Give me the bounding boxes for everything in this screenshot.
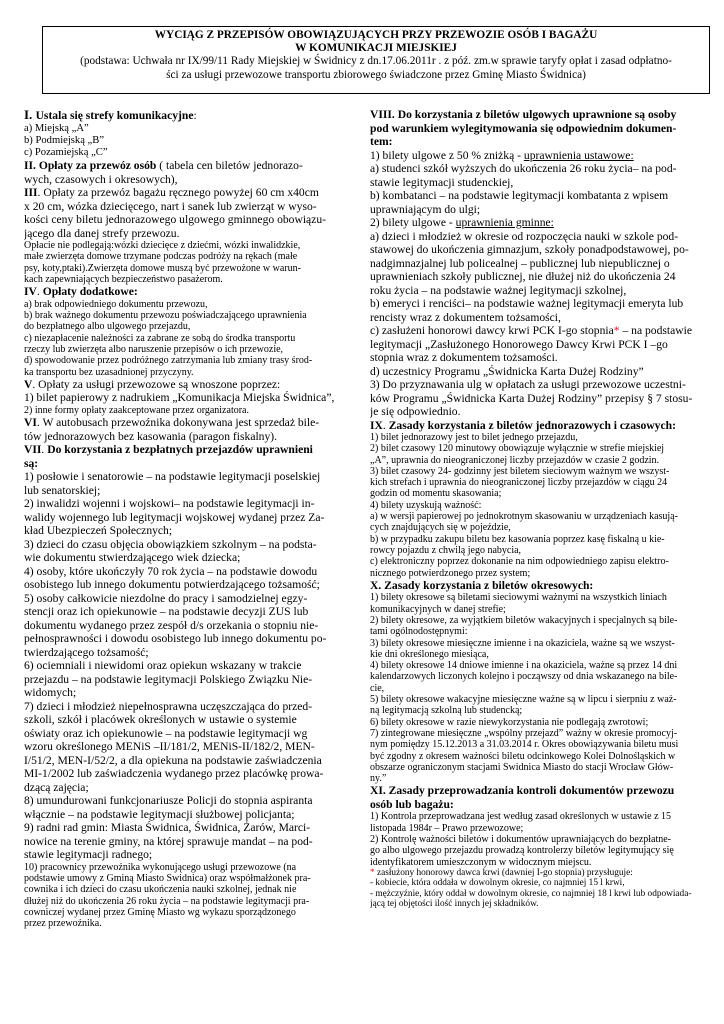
text-run: twierdzającego tożsamość;: [24, 645, 149, 659]
legal-basis-line-2: ści za usługi przewozowe transportu zbiorowego świadczone przez Gminę Miasto Świdnica): [166, 68, 586, 81]
text-line: [370, 500, 716, 511]
text-run: x 20 cm, wózka dziecięcego, nart i sanek lub zwierząt w wyso-: [24, 199, 317, 213]
text-run: rowcy pojazdu z chwilą jego nabycia,: [370, 544, 522, 556]
text-line: [24, 251, 354, 262]
text-line: [24, 285, 354, 299]
text-line: [370, 694, 716, 705]
text-run: c) elektroniczny poprzez dokonanie na nim odpowiedniego zapisu elektro-: [370, 556, 669, 568]
text-run: wie dokumentu stwierdzającego wiek dziecka;: [24, 551, 241, 565]
text-run: legitymacji „Zasłużonego Honorowego Dawcy Krwi PCK I –go: [370, 337, 668, 351]
text-run: VII: [24, 443, 42, 457]
text-line: [24, 200, 354, 214]
text-line: [370, 899, 716, 910]
text-run: III: [24, 186, 38, 200]
text-run: a) brak odpowiedniego dokumentu przewozu,: [24, 298, 208, 310]
text-run: cownika i ich dzieci do czasu ukończenia nauki szkolnej, jednak nie: [24, 884, 297, 896]
text-line: [370, 834, 716, 845]
text-line: [24, 310, 354, 321]
document-title-line-2: W KOMUNIKACJI MIEJSKIEJ: [295, 42, 457, 55]
text-run: roku życia – na podstawie ważnej legitymacji szkolnej,: [370, 283, 627, 297]
text-run: X. Zasady korzystania z biletów okresowych:: [370, 578, 594, 592]
legal-basis-line-1: (podstawa: Uchwała nr IX/99/11 Rady Miejskiej w Świdnicy z dn.17.06.2011r . z póź. zm.w sprawie taryfy opłat i zasad odpłatno-: [80, 55, 672, 68]
text-line: [370, 857, 716, 868]
text-line: [24, 367, 354, 378]
text-run: XI. Zasady przeprowadzania kontroli dokumentów przewozu: [370, 784, 675, 798]
text-line: [370, 270, 716, 284]
text-run: rzeczy lub zwierzęta albo naruszenie przepisów o ich przewozie,: [24, 343, 284, 355]
text-line: [24, 578, 354, 592]
text-line: [370, 638, 716, 649]
text-run: przejazdu – na podstawie legitymacji Polskiego Związku Nie-: [24, 672, 313, 686]
text-line: [24, 873, 354, 884]
text-line: [370, 626, 716, 637]
text-run: tów jednorazowych bez kasowania (paragon fiskalny).: [24, 429, 278, 443]
text-run: listopada 1984r – Prawo przewozowe;: [370, 822, 524, 834]
text-line: [370, 511, 716, 522]
text-line: [370, 284, 716, 298]
text-run: 2) bilet czasowy 120 minutowy obowiązuje wyłącznie w strefie miejskiej: [370, 443, 665, 455]
text-run: osobistego lub innego dokumentu potwierdzającego tożsamość;: [24, 578, 320, 592]
text-run: 3) Do przyznawania ulg w opłatach za usługi przewozowe uczestni-: [370, 378, 686, 391]
text-line: [370, 432, 716, 443]
text-line: [370, 823, 716, 834]
text-line: [24, 754, 354, 768]
text-run: d) spowodowanie przez podróżnego zatrzymania lub zmiany trasy środ-: [24, 355, 313, 367]
text-run: kach zapewniających bezpieczeństwo pasażerom.: [24, 274, 223, 285]
text-line: [24, 378, 354, 392]
text-run: wych, czasowych i okresowych),: [24, 172, 178, 186]
text-line: [24, 186, 354, 200]
text-run: 4) bilety okresowe 14 dniowe imienne i na okaziciela, ważne są przez 14 dni: [370, 660, 678, 672]
text-line: [370, 257, 716, 271]
text-line: [370, 845, 716, 856]
text-line: [24, 605, 354, 619]
text-run: kie dni określonego miesiąca,: [370, 648, 489, 660]
text-line: [24, 511, 354, 525]
text-run: - kobiecie, która oddała w dowolnym okresie, co najmniej 15 l krwi,: [370, 878, 625, 889]
text-line: [370, 488, 716, 499]
text-run: uprawnieniach szkoły publicznej, nie dłużej niż do ukończenia 24: [370, 270, 676, 283]
text-run: b) w przypadku zakupu biletu bez kasowania poprzez kasę fiskalną u kie-: [370, 533, 665, 545]
text-run: nadgimnazjalnej lub policealnej – publicznej lub niepublicznej o: [370, 256, 670, 270]
text-line: [370, 615, 716, 626]
text-run: „A”, uprawnia do nieograniczonej liczby przejazdów w czasie 2 godzin.: [370, 454, 660, 466]
text-line: [370, 243, 716, 257]
text-run: 1) bilet papierowy z nadrukiem „Komunikacja Miejska Świdnica”,: [24, 391, 335, 405]
text-line: [24, 173, 354, 187]
text-run: c) niezapłacenie należności za zabrane ze sobą do środka transportu: [24, 332, 296, 344]
text-line: [370, 176, 716, 190]
text-run: do bezpłatnego albo ulgowego przejazdu,: [24, 321, 191, 333]
text-run: kich strefach i uprawnia do nieograniczonej liczby przejazdów w ciągu 24: [370, 477, 668, 489]
text-line: [24, 835, 354, 849]
text-line: [370, 189, 716, 203]
text-run: I/51/2, MEN-I/52/2, a dla opiekuna na podstawie zaświadczenia: [24, 753, 322, 767]
text-line: [370, 889, 716, 900]
text-line: [24, 263, 354, 274]
text-run: tem:: [370, 135, 393, 148]
text-line: [370, 522, 716, 533]
text-run: Ustala się strefy komunikacyjne: [35, 109, 194, 122]
text-run: zasłużony honorowy dawca krwi (dawniej I-go stopnia) przysługuje:: [374, 867, 633, 878]
text-run: dłużej niż do ukończenia 26 roku życia – na podstawie legitymacji pra-: [24, 895, 310, 907]
text-line: [24, 781, 354, 795]
text-line: [370, 419, 716, 433]
text-run: uprawniającym do ulgi;: [370, 202, 481, 216]
text-run: 9) radni rad gmin: Miasta Świdnica, Świdnica, Żarów, Marci-: [24, 821, 311, 835]
text-run: b) brak ważnego dokumentu przewozu poświadczającego uprawnienia: [24, 310, 307, 322]
text-run: szkoli, szkół i placówek określonych w ustawie o systemie: [24, 713, 297, 727]
text-run: przez przewoźnika.: [24, 918, 102, 930]
text-run: cowniczej wydanej przez Gminę Miasto wg wykazu sporządzonego: [24, 906, 296, 918]
text-run: ka transportu bez uzasadnionej przyczyny.: [24, 366, 194, 378]
text-line: [24, 619, 354, 633]
text-line: [370, 443, 716, 454]
text-line: [24, 147, 354, 159]
text-line: [370, 878, 716, 889]
text-line: [370, 811, 716, 822]
text-line: [370, 477, 716, 488]
text-run: Opłacie nie podlegają:wózki dziecięce z dziećmi, wózki inwalidzkie,: [24, 240, 301, 252]
text-run: 1) bilet jednorazowy jest to bilet jednego przejazdu,: [370, 432, 578, 443]
text-run: obszarze ograniczonym stacjami Świdnica Miasto do stacji Wrocław Głów-: [370, 761, 674, 773]
text-run: 2) bilety okresowe, za wyjątkiem biletów wakacyjnych i specjalnych są bile-: [370, 614, 678, 626]
text-line: [370, 297, 716, 311]
text-line: [24, 135, 354, 147]
text-run: 2) inne formy opłaty zaakceptowane przez organizatora.: [24, 404, 249, 416]
text-run: pełnosprawności i dowodu osobistego lub innego dokumentu po-: [24, 632, 327, 646]
text-run: . Opłaty za przewóz bagażu ręcznego powyżej 60 cm x40cm: [37, 186, 319, 200]
text-line: [24, 355, 354, 366]
text-line: [370, 773, 716, 784]
text-line: [24, 767, 354, 781]
text-run: nym pomiędzy 15.12.2013 a 31.03.2014 r. Okres obowiązywania biletu musi: [370, 739, 679, 751]
text-run: 4) bilety uzyskują ważność:: [370, 499, 482, 511]
text-run: ( tabela cen biletów jednorazo-: [156, 159, 303, 173]
text-run: IX: [370, 418, 383, 432]
text-line: [370, 162, 716, 176]
text-line: [370, 660, 716, 671]
text-run: dzącą zajęcia;: [24, 780, 89, 794]
text-line: [24, 321, 354, 332]
text-line: [370, 135, 716, 149]
text-run: 3) bilet czasowy 24- godzinny jest biletem sieciowym ważnym we wszyst-: [370, 465, 670, 477]
text-run: 1) bilety okresowe są biletami sieciowymi ważnymi na wszystkich liniach: [370, 592, 667, 604]
text-run: oświaty oraz ich opiekunowie – na podstawie legitymacji wg: [24, 726, 308, 740]
text-run: jącego dla danej strefy przewozu.: [24, 226, 180, 240]
text-run: 7) dzieci i młodzież niepełnosprawna uczęszczająca do przed-: [24, 699, 313, 713]
text-run: . W autobusach przewoźnika dokonywana jest sprzedaż bile-: [36, 416, 320, 430]
text-run: ną legitymacją szkolną lub studencką;: [370, 705, 523, 717]
text-line: [370, 108, 716, 122]
text-run: - mężczyźnie, który oddał w dowolnym okresie, co najmniej 18 l krwi lub odpowiada-: [370, 888, 692, 899]
text-run: widomych;: [24, 686, 77, 700]
text-line: [370, 798, 716, 812]
text-line: [24, 592, 354, 606]
text-line: [24, 405, 354, 416]
text-run: godzin od momentu skasowania;: [370, 488, 502, 500]
text-line: [24, 391, 354, 405]
text-run: stawowej do ukończenia gimnazjum, szkoły ponadpodstawowej, po-: [370, 243, 689, 256]
text-run: je się odpowiednio.: [370, 405, 461, 418]
text-line: [370, 338, 716, 352]
text-run: jącą tej objętości ilość innych jej składników.: [370, 899, 539, 910]
text-line: [370, 324, 716, 338]
text-line: [24, 123, 354, 135]
text-line: [370, 868, 716, 879]
text-line: [24, 274, 354, 285]
text-line: [24, 659, 354, 673]
text-line: [370, 739, 716, 750]
text-run: c) zasłużeni honorowi dawcy krwi PCK I-go stopnia: [370, 324, 614, 337]
text-run: VIII. Do korzystania z biletów ulgowych uprawnione są osoby: [370, 108, 677, 121]
text-run: .: [36, 285, 43, 299]
text-run: 3) bilety okresowe miesięczne imienne i na okaziciela, ważne są we wszyst-: [370, 637, 675, 649]
text-line: [24, 430, 354, 444]
text-line: [370, 545, 716, 556]
text-line: [24, 240, 354, 251]
text-run: :: [193, 109, 197, 122]
text-line: [24, 443, 354, 457]
text-run: Zasady korzystania z biletów jednorazowych i czasowych:: [388, 418, 676, 432]
text-line: [24, 918, 354, 929]
text-line: [370, 592, 716, 603]
left-column: [24, 108, 354, 929]
text-line: [370, 568, 716, 579]
right-column: [370, 108, 716, 910]
text-run: stopnia wraz z dokumentem tożsamości.: [370, 351, 558, 364]
text-line: [370, 717, 716, 728]
text-line: [370, 556, 716, 567]
text-line: [370, 534, 716, 545]
text-run: uprawnienia gminne:: [455, 216, 554, 229]
text-run: go albo ulgowego przejazdu prowadzą kontrolerzy biletów legitymujący się: [370, 845, 674, 857]
text-line: [24, 740, 354, 754]
text-run: d) uczestnicy Programu „Świdnicka Karta Dużej Rodziny”: [370, 364, 644, 378]
text-run: 8) umundurowani funkcjonariusze Policji do stopnia aspiranta: [24, 794, 313, 808]
text-run: a) dzieci i młodzież w okresie od rozpoczęcia nauki w szkole pod-: [370, 229, 679, 243]
text-run: wzoru określonego MENiS –II/181/2, MENiS-II/182/2, MEN-: [24, 740, 315, 754]
text-run: lub senatorskiej;: [24, 483, 101, 497]
text-line: [24, 551, 354, 565]
text-run: 5) bilety okresowe wakacyjne miesięczne ważne są w lipcu i sierpniu z waż-: [370, 694, 677, 706]
document-header: [42, 26, 710, 94]
text-line: [370, 378, 716, 392]
text-run: 1) Kontrola przeprowadzana jest według zasad określonych w ustawie z 15: [370, 811, 672, 823]
text-run: a) Miejską „A”: [24, 122, 89, 134]
text-run: walidy wojennego lub legitymacji wojskowej wydanej przez Za-: [24, 510, 325, 524]
footnote-marker: *: [370, 867, 375, 878]
text-line: [24, 497, 354, 511]
text-run: b) Podmiejską „B”: [24, 134, 105, 146]
text-run: I.: [24, 108, 36, 122]
text-run: być zgodny z okresem ważności biletu odcinkowego Kolei Dolnośląskich w: [370, 750, 676, 762]
text-line: [370, 784, 716, 798]
text-line: [370, 683, 716, 694]
text-line: [24, 632, 354, 646]
text-run: Opłaty dodatkowe:: [42, 285, 138, 299]
text-run: nicznego potwierdzonego przez system;: [370, 567, 531, 579]
text-run: psy, koty,ptaki).Zwierzęta domowe muszą być przewożone w warun-: [24, 262, 301, 274]
text-run: uprawnienia ustawowe:: [523, 148, 634, 162]
text-run: IV: [24, 285, 37, 299]
text-line: [370, 311, 716, 325]
text-line: [24, 565, 354, 579]
text-run: stawie legitymacji radnego;: [24, 848, 153, 862]
text-line: [24, 299, 354, 310]
text-line: [24, 700, 354, 714]
text-run: kład Ubezpieczeń Społecznych;: [24, 524, 173, 538]
text-line: [24, 907, 354, 918]
text-run: .: [41, 443, 48, 457]
text-line: [24, 227, 354, 241]
text-run: stencji oraz ich opiekunowie – na podstawie decyzji ZUS lub: [24, 605, 309, 619]
text-run: 4) osoby, które ukończyły 70 rok życia – na podstawie dowodu: [24, 564, 318, 578]
text-line: [24, 713, 354, 727]
text-line: [370, 466, 716, 477]
text-run: cie,: [370, 682, 385, 694]
text-line: [24, 416, 354, 430]
text-run: ków Programu „Świdnicka Karta Dużej Rodziny” przepisy § 7 stosu-: [370, 391, 693, 405]
text-run: nowice na terenie gminy, na której sprawuje mandat – na pod-: [24, 834, 313, 848]
text-run: – na podstawie: [619, 324, 692, 337]
text-run: . Opłaty za usługi przewozowe są wnoszone poprzez:: [32, 377, 281, 391]
text-line: [24, 213, 354, 227]
text-run: kalendarzowych liczonych kolejno i począwszy od dnia wskazanego na bile-: [370, 671, 678, 683]
text-line: [24, 884, 354, 895]
text-line: [370, 671, 716, 682]
text-line: [24, 538, 354, 552]
text-line: [24, 524, 354, 538]
text-run: a) w wersji papierowej po jednokrotnym skasowaniu w urządzeniach kasują-: [370, 511, 678, 523]
document-title-line-1: WYCIĄG Z PRZEPISÓW OBOWIĄZUJĄCYCH PRZY PRZEWOZIE OSÓB I BAGAŻU: [154, 29, 598, 41]
text-line: [24, 159, 354, 173]
text-line: [24, 333, 354, 344]
text-run: ny.”: [370, 773, 387, 785]
text-line: [370, 762, 716, 773]
text-run: c) Pozamiejską „C”: [24, 146, 108, 158]
text-run: podstawie umowy z Gminą Miasto Świdnica) oraz współmałżonek pra-: [24, 872, 311, 884]
text-run: osób lub bagażu:: [370, 797, 454, 811]
text-line: [370, 649, 716, 660]
text-run: tami ogólnodostępnymi:: [370, 626, 468, 638]
text-line: [370, 705, 716, 716]
text-line: [24, 686, 354, 700]
text-run: kości ceny biletu jednorazowego ulgowego gminnego obowiązu-: [24, 213, 326, 227]
text-run: VI: [24, 416, 37, 430]
text-run: cych znajdujących się w pojeździe,: [370, 522, 511, 534]
text-run: a) studenci szkół wyższych do ukończenia 26 roku życia– na pod-: [370, 162, 677, 175]
text-line: [370, 203, 716, 217]
text-line: [24, 470, 354, 484]
text-line: [24, 848, 354, 862]
text-run: .: [382, 418, 389, 432]
text-run: komunikacyjnych w danej strefie;: [370, 603, 506, 615]
text-line: [370, 365, 716, 379]
text-run: 5) osoby całkowicie niezdolne do pracy i samodzielnej egzy-: [24, 591, 308, 605]
text-run: V: [24, 377, 33, 391]
text-line: [370, 230, 716, 244]
text-line: [24, 821, 354, 835]
text-run: 1) bilety ulgowe z 50 % zniżką -: [370, 148, 524, 162]
text-line: [370, 405, 716, 419]
text-line: [370, 579, 716, 593]
text-line: [24, 727, 354, 741]
text-run: b) kombatanci – na podstawie legitymacji kombatanta z wpisem: [370, 189, 669, 202]
text-line: [370, 122, 716, 136]
text-run: 2) bilety ulgowe -: [370, 216, 456, 229]
text-run: włącznie – na podstawie legitymacji służbowej policjanta;: [24, 807, 295, 821]
text-line: [24, 457, 354, 471]
footnote-marker: *: [613, 324, 620, 337]
text-run: Do korzystania z bezpłatnych przejazdów uprawnieni: [47, 443, 313, 457]
text-run: 7) zintegrowane miesięczne „wspólny przejazd” ważny w okresie promocyj-: [370, 727, 678, 739]
text-line: [24, 794, 354, 808]
text-line: [370, 149, 716, 163]
text-line: [370, 728, 716, 739]
text-line: [24, 484, 354, 498]
text-run: pod warunkiem wylegitymowania się odpowiednim dokumen-: [370, 121, 677, 135]
text-run: małe zwierzęta domowe trzymane podczas podróży na rękach (małe: [24, 251, 298, 263]
text-line: [370, 216, 716, 230]
text-run: 2) inwalidzi wojenni i wojskowi– na podstawie legitymacji in-: [24, 497, 315, 511]
text-run: 3) dzieci do czasu objęcia obowiązkiem szkolnym – na podsta-: [24, 537, 317, 551]
text-line: [370, 392, 716, 406]
text-line: [370, 751, 716, 762]
text-run: rencisty wraz z dokumentem tożsamości,: [370, 310, 561, 324]
text-line: [24, 896, 354, 907]
text-run: są:: [24, 456, 39, 470]
text-line: [370, 604, 716, 615]
text-line: [24, 108, 354, 123]
text-line: [370, 351, 716, 365]
text-line: [370, 455, 716, 466]
text-run: 1) posłowie i senatorowie – na podstawie legitymacji poselskiej: [24, 470, 321, 484]
text-line: [24, 344, 354, 355]
text-run: dokumentu wydanego przez zespół d/s orzekania o stopniu nie-: [24, 618, 319, 632]
text-line: [24, 646, 354, 660]
text-line: [24, 673, 354, 687]
text-run: 6) ociemniali i niewidomi oraz opiekun wskazany w trakcie: [24, 659, 302, 673]
text-run: II. Opłaty za przewóz osób: [24, 159, 157, 173]
text-run: b) emeryci i renciści– na podstawie ważnej legitymacji emeryta lub: [370, 297, 684, 310]
text-run: 10) pracownicy przewoźnika wykonującego usługi przewozowe (na: [24, 861, 297, 873]
text-run: 2) Kontrolę ważności biletów i dokumentów uprawniających do bezpłatne-: [370, 834, 672, 845]
text-line: [24, 862, 354, 873]
text-line: [24, 808, 354, 822]
text-run: MI-1/2002 lub zaświadczenia wydanego przez placówkę prowa-: [24, 767, 324, 781]
text-run: identyfikatorem umieszczonym w widocznym miejscu.: [370, 856, 592, 868]
text-run: 6) bilety okresowe w razie niewykorzystania nie podlegają zwrotowi;: [370, 716, 649, 728]
text-run: stawie legitymacji studenckiej,: [370, 175, 514, 189]
